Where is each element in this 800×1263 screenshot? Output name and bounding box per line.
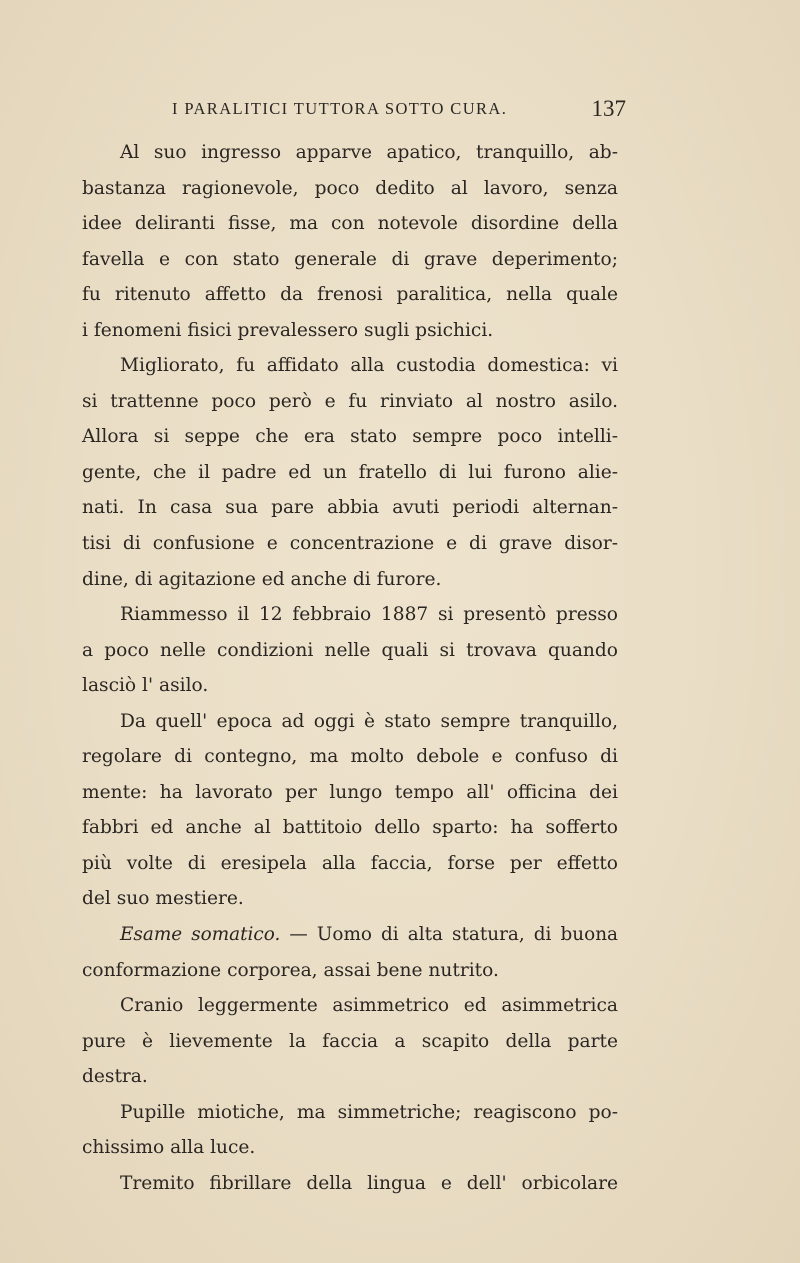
- text-line: si trattenne poco però e fu rinviato al nostro asilo.: [82, 390, 618, 412]
- text-line: bastanza ragionevole, poco dedito al lavoro, senza: [82, 177, 618, 199]
- text-line: regolare di contegno, ma molto debole e confuso di: [82, 746, 618, 768]
- text-line: Pupille miotiche, ma simmetriche; reagiscono po-: [120, 1101, 618, 1123]
- text-line: favella e con stato generale di grave deperimento;: [82, 248, 618, 270]
- text-line: nati. In casa sua pare abbia avuti periodi alternan-: [82, 497, 618, 519]
- page-number: 137: [591, 96, 626, 121]
- text-line: Migliorato, fu affidato alla custodia domestica: vi: [120, 355, 618, 377]
- text-line: del suo mestiere.: [82, 888, 244, 910]
- text-line: Riammesso il 12 febbraio 1887 si presentò presso: [120, 604, 618, 626]
- text-line: gente, che il padre ed un fratello di lui furono alie-: [82, 461, 618, 483]
- section-heading-text: — Uomo di alta statura, di buona: [280, 924, 618, 946]
- text-line: Da quell' epoca ad oggi è stato sempre tranquillo,: [120, 710, 618, 732]
- text-line: [82, 917, 618, 953]
- section-heading: Esame somatico.: [120, 924, 281, 946]
- text-line: idee deliranti fisse, ma con notevole disordine della: [82, 213, 618, 235]
- body-text: [82, 135, 618, 1201]
- text-line: pure è lievemente la faccia a scapito della parte: [82, 1030, 618, 1052]
- text-line: chissimo alla luce.: [82, 1137, 256, 1159]
- text-line: tisi di confusione e concentrazione e di grave disor-: [82, 533, 618, 555]
- text-line: a poco nelle condizioni nelle quali si trovava quando: [82, 639, 618, 661]
- running-title: I PARALITICI TUTTORA SOTTO CURA.: [172, 99, 508, 118]
- running-head: [172, 94, 626, 124]
- text-line: destra.: [82, 1066, 148, 1088]
- text-line: dine, di agitazione ed anche di furore.: [82, 568, 442, 590]
- text-line: mente: ha lavorato per lungo tempo all' officina dei: [82, 781, 618, 803]
- text-line: più volte di eresipela alla faccia, forse per effetto: [82, 852, 618, 874]
- text-line: Allora si seppe che era stato sempre poco intelli-: [82, 426, 618, 448]
- text-line: conformazione corporea, assai bene nutrito.: [82, 959, 499, 981]
- text-line: fu ritenuto affetto da frenosi paralitica, nella quale: [82, 284, 618, 306]
- text-line: Cranio leggermente asimmetrico ed asimmetrica: [120, 995, 618, 1017]
- text-line: i fenomeni fisici prevalessero sugli psichici.: [82, 319, 494, 341]
- text-line: fabbri ed anche al battitoio dello sparto: ha sofferto: [82, 817, 618, 839]
- text-line: lasciò l' asilo.: [82, 675, 209, 697]
- text-line: Tremito fibrillare della lingua e dell' orbicolare: [120, 1172, 618, 1194]
- text-line: Al suo ingresso apparve apatico, tranquillo, ab-: [120, 142, 618, 163]
